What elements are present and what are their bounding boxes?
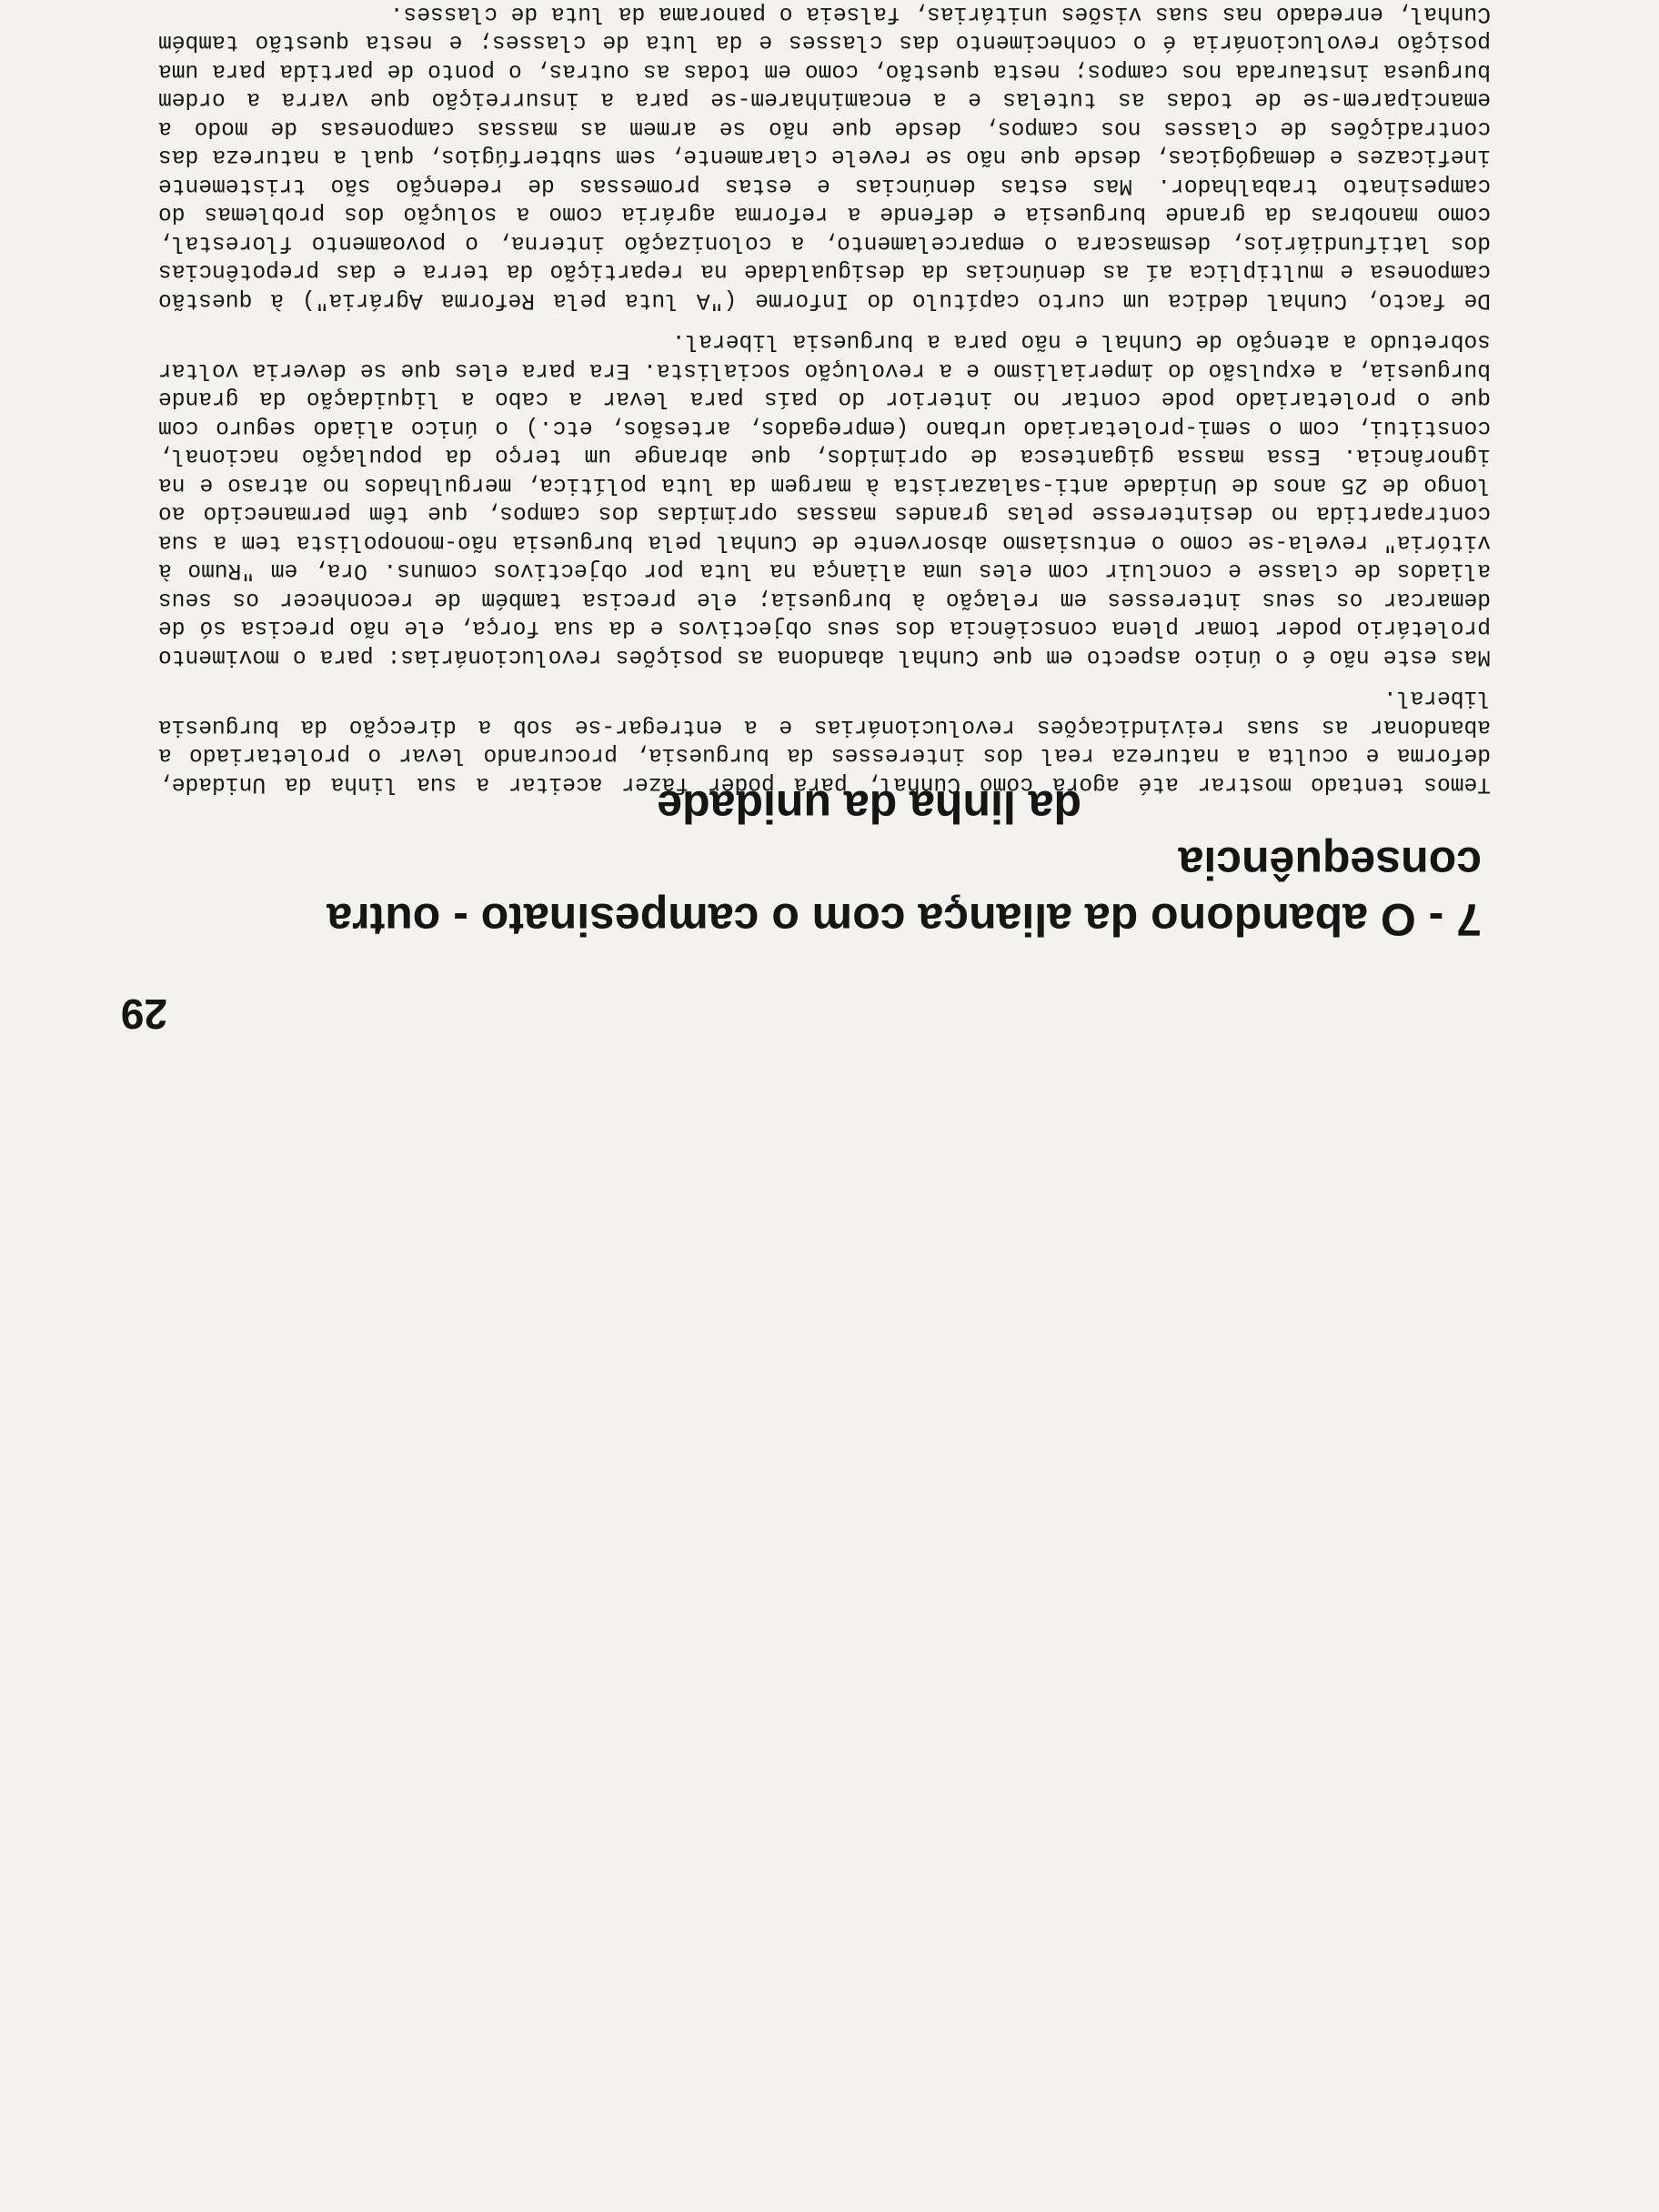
chapter-title-line-2: da linha da unidade xyxy=(657,781,1081,832)
paragraph: Mas este não é o único aspecto em que Cunhal abandona as posições revolucionárias: para o movimento proletário poder tomar plena consciência dos seus objectivos e da sua força, ele não precisa só de demarcar os seus interesses em relação à burguesia; ele precisa também de reconhecer os seus aliados de classe e concluir com eles uma aliança na luta por objectivos comuns. Ora, em "Rumo à vitória" revela-se como o entusiasmo absorvente de Cunhal pela burguesia não-monopolista tem a sua contrapartida no desinteresse pelas grandes massas oprimidas dos campos, que têm permanecido ao longo de 25 anos de Unidade anti-salazarista à margem da luta política, mergulhados no atraso e na ignorância. Essa massa gigantesca de oprimidos, que abrange um terço da população nacional, constitui, com o semi-proletariado urbano (empregados, artesãos, etc.) o único aliado seguro com que o proletariado pode contar no interior do país para levar a cabo a liquidação da grande burguesia, a expulsão do imperialismo e a revolução socialista. Era para eles que se deveria voltar sobretudo a atenção de Cunhal e não para a burguesia liberal. xyxy=(158,328,1491,669)
chapter-title-line-1: 7 - O abandono da aliança com o campesinato - outra consequência xyxy=(327,838,1482,945)
body-text xyxy=(158,0,1491,798)
paragraph: De facto, Cunhal dedica um curto capítulo do Informe ("A luta pela Reforma Agrária") à questão camponesa e multiplica aí as denúncias da desigualdade na repartição da terra e das prepotências dos latifundiários, desmascara o emparcelamento, a colonização interna, o povoamento florestal, como manobras da grande burguesia e defende a reforma agrária como a solução dos problemas do campesinato trabalhador. Mas estas denúncias e estas promessas de redenção são tristemente ineficazes e demagógicas, desde que não se revele claramente, sem subterfúgios, qual a natureza das contradições de classes nos campos, desde que não se armem as massas camponesas de modo a emanciparem-se de todas as tutelas e a encaminharem-se para a insurreição que varra a ordem burguesa instaurada nos campos; nesta questão, como em todas as outras, o ponto de partida para uma posição revolucionária é o conhecimento das classes e da luta de classes; e nesta questão também Cunhal, enredado nas suas visões unitárias, falseia o panorama da luta de classes. xyxy=(158,1,1491,312)
chapter-title xyxy=(154,779,1482,948)
page-number: 29 xyxy=(120,990,167,1038)
paragraph: Temos tentado mostrar até agora como Cunhal, para poder fazer aceitar a sua linha da Unidade, deforma e oculta a natureza real dos interesses da burguesia, procurando levar o proletariado a abandonar as suas reivindicações revolucionárias e a entregar-se sob a direcção da burguesia liberal. xyxy=(158,685,1491,796)
